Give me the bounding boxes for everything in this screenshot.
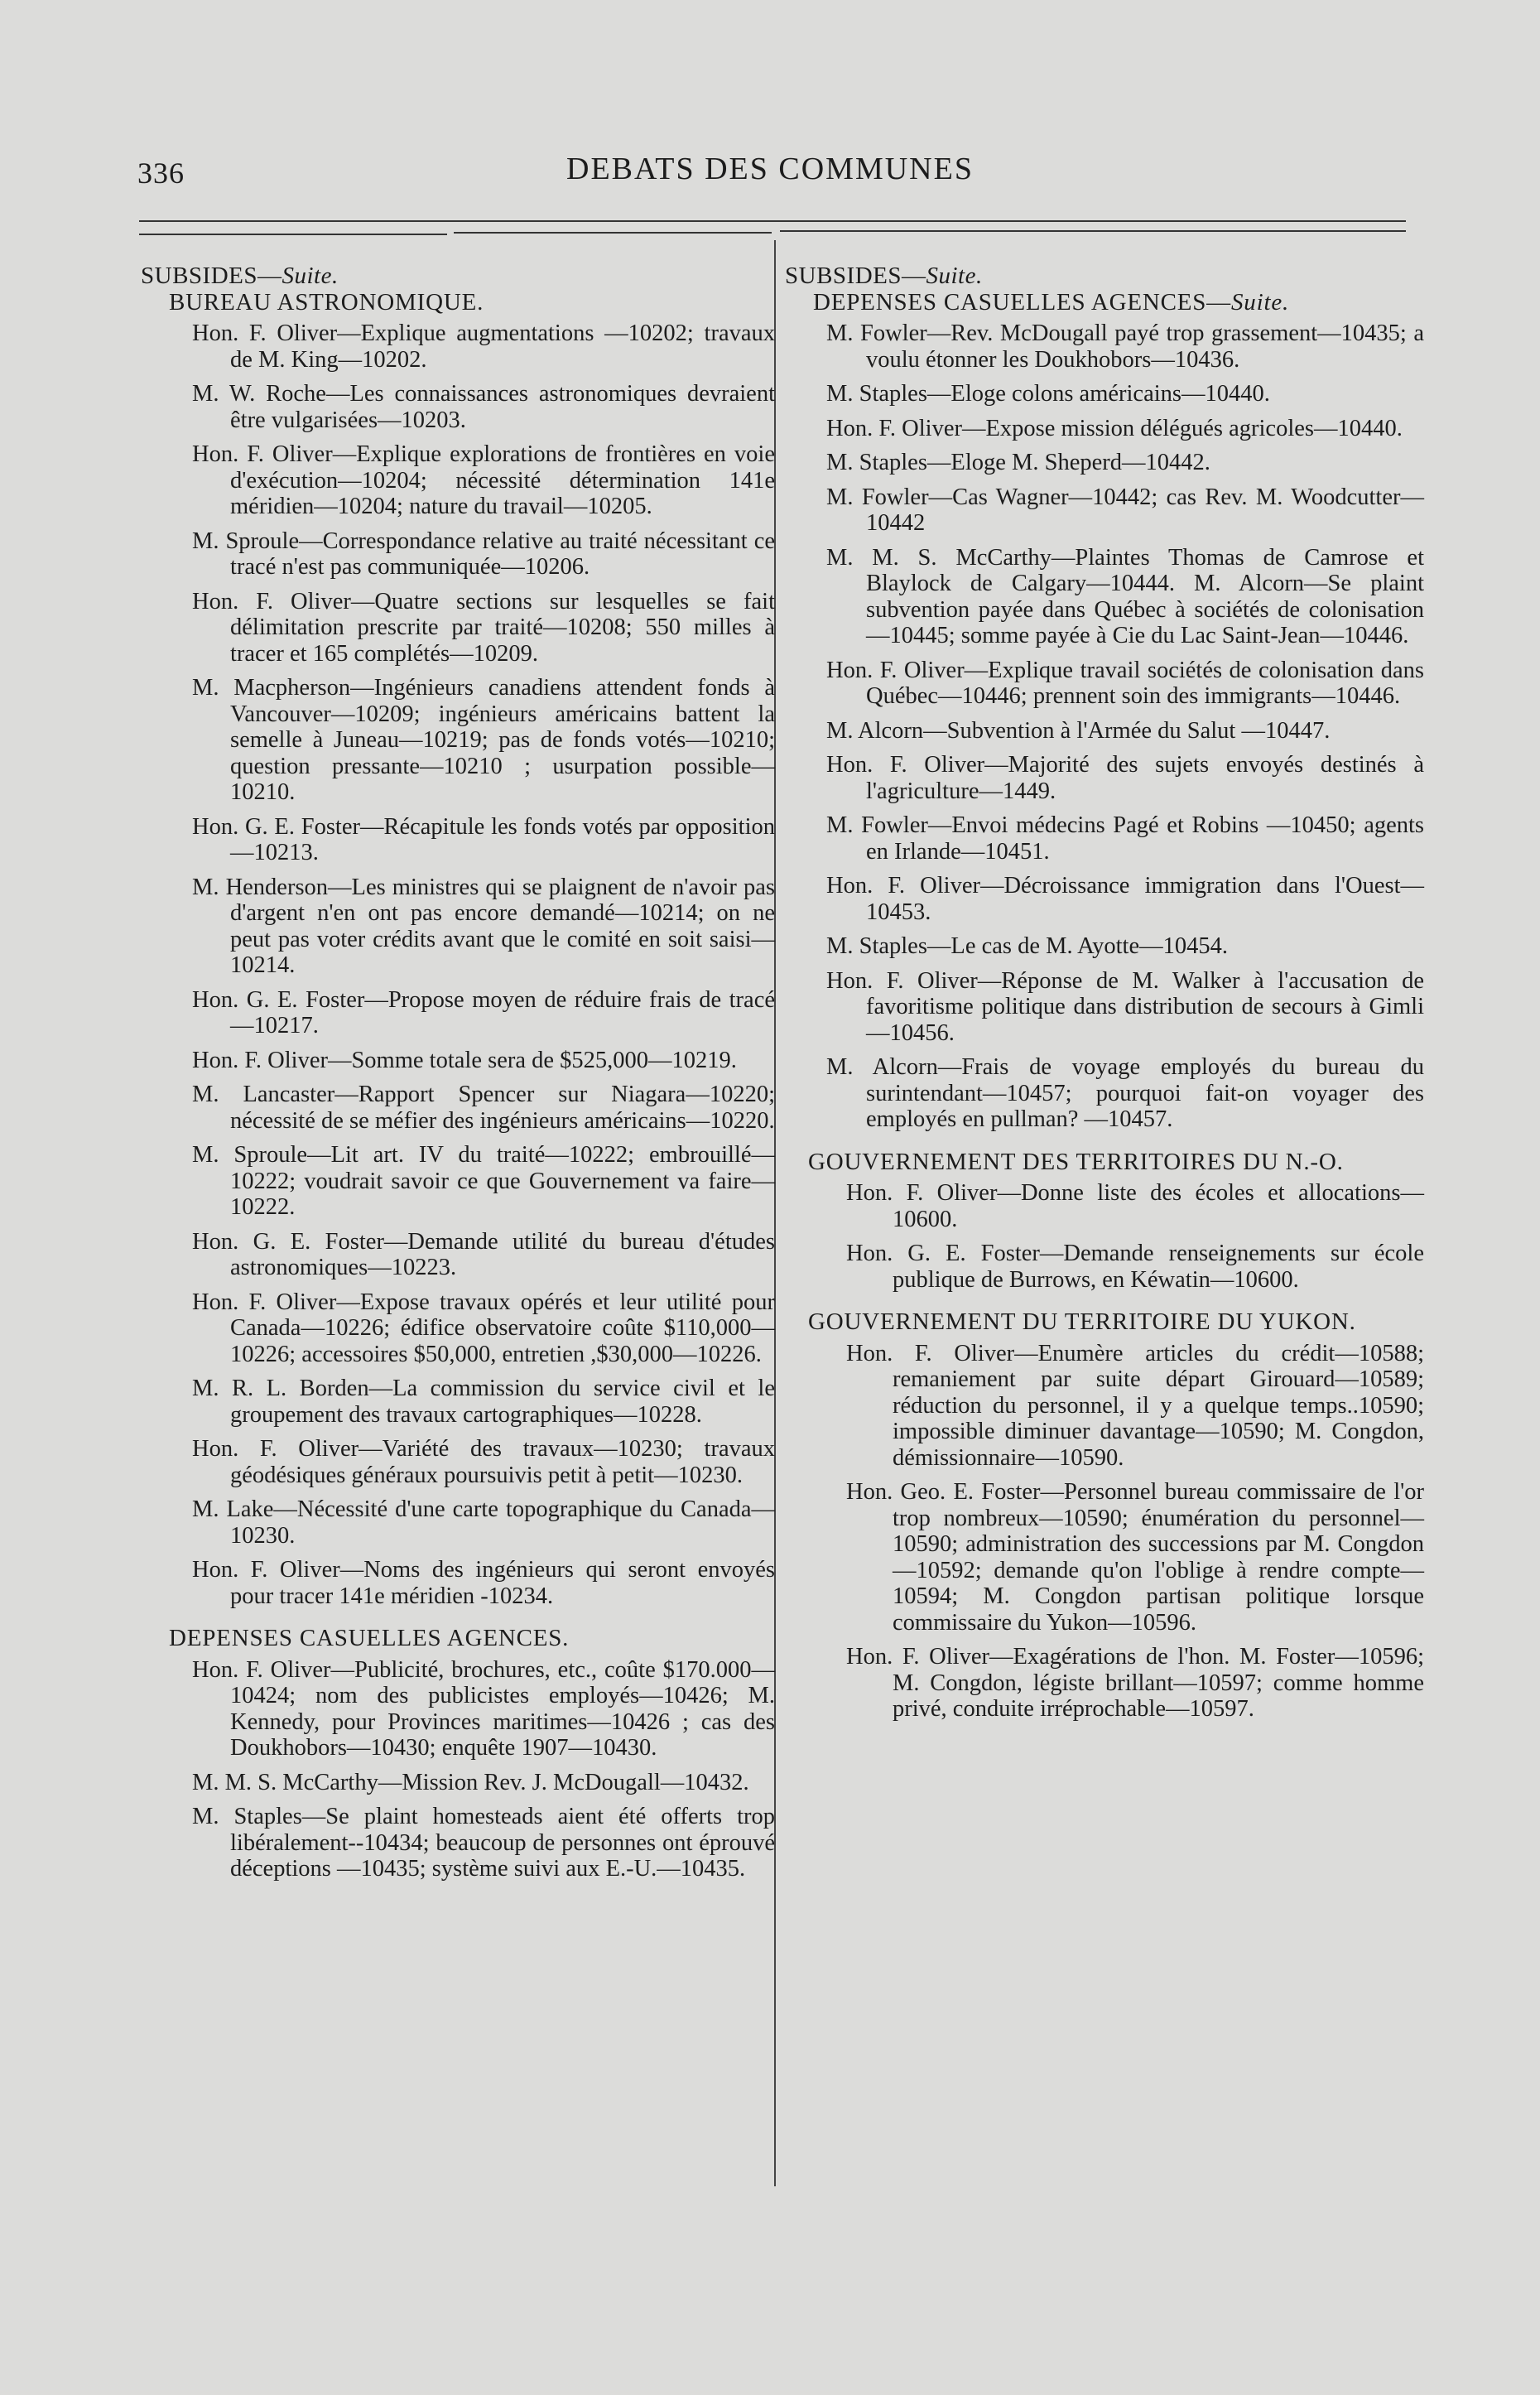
section-title: GOUVERNEMENT DES TERRITOIRES DU N.-O.: [808, 1148, 1344, 1175]
section-title: BUREAU ASTRONOMIQUE.: [169, 288, 484, 316]
section-title-suffix: Suite.: [1231, 288, 1290, 316]
index-entry: Hon. F. Oliver—Explique explorations de frontières en voie d'exécution—10204; nécessité détermination 141e méridien—10204; nature du travail—10205.: [192, 441, 775, 519]
index-entry: Hon. F. Oliver—Exagérations de l'hon. M. Foster—10596; M. Congdon, légiste brillant—10597; comme homme privé, conduite irréprochable—10597.: [846, 1644, 1424, 1722]
index-entry: M. M. S. McCarthy—Plaintes Thomas de Camrose et Blaylock de Calgary—10444. M. Alcorn—Se plaint subvention payée dans Québec à sociétés de colonisation—10445; somme payée à Cie du Lac Saint-Jean—10446.: [826, 544, 1424, 648]
index-entry: M. Sproule—Correspondance relative au traité nécessitant ce tracé n'est pas communiquée—10206.: [192, 528, 775, 580]
index-entry: Hon. G. E. Foster—Demande utilité du bureau d'études astronomiques—10223.: [192, 1228, 775, 1280]
index-entry: Hon. G. E. Foster—Demande renseignements sur école publique de Burrows, en Kéwatin—10600.: [846, 1241, 1424, 1293]
index-entry: Hon. F. Oliver—Réponse de M. Walker à l'accusation de favoritisme politique dans distribution de secours à Gimli—10456.: [826, 967, 1424, 1046]
index-entry: Hon. F. Oliver—Explique travail sociétés de colonisation dans Québec—10446; prennent soin des immigrants—10446.: [826, 657, 1424, 709]
section-title-main: DEPENSES CASUELLES AGENCES—: [813, 288, 1231, 316]
index-entry: Hon. F. Oliver—Expose travaux opérés et leur utilité pour Canada—10226; édifice observatoire coûte $110,000—10226; accessoires $50,000, entretien ,$30,000—10226.: [192, 1289, 775, 1367]
index-entry: Hon. F. Oliver—Quatre sections sur lesquelles se fait délimitation prescrite par traité—10208; 550 milles à tracer et 165 complétés—10209.: [192, 588, 775, 667]
section-title: DEPENSES CASUELLES AGENCES.: [169, 1625, 570, 1651]
index-entry: M. Fowler—Cas Wagner—10442; cas Rev. M. Woodcutter—10442: [826, 484, 1424, 536]
index-entry: M. W. Roche—Les connaissances astronomiques devraient être vulgarisées—10203.: [192, 381, 775, 433]
heading-main: SUBSIDES—: [141, 263, 282, 289]
index-entry: M. Staples—Se plaint homesteads aient été offerts trop libéralement--10434; beaucoup de personnes ont éprouvé déceptions —10435; système suivi aux E.-U.—10435.: [192, 1804, 775, 1882]
index-entry: Hon. F. Oliver—Variété des travaux—10230; travaux géodésiques généraux poursuivis petit à petit—10230.: [192, 1436, 775, 1488]
index-entry: Hon. F. Oliver—Donne liste des écoles et allocations—10600.: [846, 1180, 1424, 1232]
index-entry: M. Lake—Nécessité d'une carte topographique du Canada—10230.: [192, 1496, 775, 1549]
section-title: [785, 290, 1424, 316]
index-entry: Hon. F. Oliver—Explique augmentations —10202; travaux de M. King—10202.: [192, 320, 775, 373]
index-entry: M. M. S. McCarthy—Mission Rev. J. McDougall—10432.: [192, 1769, 749, 1795]
index-entry: Hon. F. Oliver—Expose mission délégués agricoles—10440.: [826, 415, 1403, 441]
index-entry: Hon. F. Oliver—Majorité des sujets envoyés destinés à l'agriculture—1449.: [826, 752, 1424, 804]
heading-suffix: Suite.: [282, 263, 339, 289]
header-rule-mid: [454, 232, 772, 234]
page-number: 336: [137, 157, 185, 190]
index-entry: Hon. F. Oliver—Somme totale sera de $525,000—10219.: [192, 1047, 737, 1073]
header-rule-top: [139, 220, 1406, 222]
left-column: [141, 263, 775, 1891]
right-column-heading: [785, 263, 1424, 290]
index-entry: Hon. F. Oliver—Publicité, brochures, etc., coûte $170.000—10424; nom des publicistes employés—10426; M. Kennedy, pour Provinces maritimes—10426 ; cas des Doukhobors—10430; enquête 1907—10430.: [192, 1656, 775, 1761]
index-entry: M. Staples—Le cas de M. Ayotte—10454.: [826, 933, 1228, 959]
index-entry: M. Alcorn—Frais de voyage employés du bureau du surintendant—10457; pourquoi fait-on voyager des employés en pullman? —10457.: [826, 1054, 1424, 1132]
heading-suffix: Suite.: [926, 263, 983, 289]
header-rule-left: [139, 234, 447, 235]
index-entry: Hon. F. Oliver—Enumère articles du crédit—10588; remaniement par suite départ Girouard—10589; réduction du personnel, il y a quelque temps..10590; impossible diminuer davantage—10590; M. Congdon, démissionnaire—10590.: [846, 1340, 1424, 1471]
index-entry: M. Henderson—Les ministres qui se plaignent de n'avoir pas d'argent n'en ont pas encore demandé—10214; on ne peut pas voter crédits avant que le comité en soit saisi—10214.: [192, 874, 775, 978]
index-entry: M. Alcorn—Subvention à l'Armée du Salut —10447.: [826, 717, 1331, 744]
index-entry: M. Lancaster—Rapport Spencer sur Niagara—10220; nécessité de se méfier des ingénieurs américains—10220.: [192, 1082, 775, 1134]
index-entry: M. Staples—Eloge colons américains—10440.: [826, 381, 1270, 407]
index-entry: Hon. G. E. Foster—Récapitule les fonds votés par opposition—10213.: [192, 813, 775, 865]
index-entry: M. Fowler—Rev. McDougall payé trop grassement—10435; a voulu étonner les Doukhobors—10436.: [826, 320, 1424, 373]
index-entry: M. Sproule—Lit art. IV du traité—10222; embrouillé—10222; voudrait savoir ce que Gouvernement va faire—10222.: [192, 1142, 775, 1220]
index-entry: M. Macpherson—Ingénieurs canadiens attendent fonds à Vancouver—10209; ingénieurs américains battent la semelle à Juneau—10219; pas de fonds votés—10210; question pressante—10210 ; usurpation possible—10210.: [192, 675, 775, 805]
header-rule-right: [780, 230, 1406, 232]
index-entry: M. R. L. Borden—La commission du service civil et le groupement des travaux cartographiques—10228.: [192, 1376, 775, 1428]
left-column-heading: [141, 263, 775, 290]
index-entry: M. Fowler—Envoi médecins Pagé et Robins —10450; agents en Irlande—10451.: [826, 812, 1424, 865]
index-entry: Hon. G. E. Foster—Propose moyen de réduire frais de tracé—10217.: [192, 986, 775, 1038]
heading-main: SUBSIDES—: [785, 263, 926, 289]
index-entry: Hon. F. Oliver—Décroissance immigration dans l'Ouest—10453.: [826, 873, 1424, 925]
index-entry: M. Staples—Eloge M. Sheperd—10442.: [826, 450, 1210, 475]
index-entry: Hon. Geo. E. Foster—Personnel bureau commissaire de l'or trop nombreux—10590; énumération du personnel—10590; administration des successions par M. Congdon—10592; demande qu'on l'oblige à rendre compte—10594; M. Congdon partisan politique lorsque commissaire du Yukon—10596.: [846, 1479, 1424, 1636]
section-title: GOUVERNEMENT DU TERRITOIRE DU YUKON.: [808, 1308, 1356, 1335]
running-head: DEBATS DES COMMUNES: [566, 152, 974, 186]
right-column: [785, 263, 1424, 1731]
index-entry: Hon. F. Oliver—Noms des ingénieurs qui seront envoyés pour tracer 141e méridien -10234.: [192, 1557, 775, 1609]
